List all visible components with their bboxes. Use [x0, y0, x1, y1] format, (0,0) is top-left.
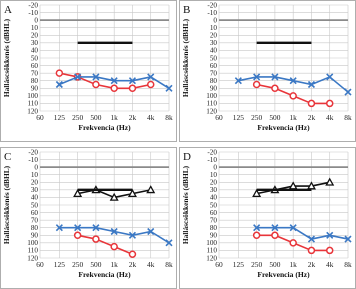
data-point-circle	[111, 85, 117, 91]
x-tick-label: 60	[36, 113, 44, 122]
y-tick-label: 50	[30, 54, 38, 63]
data-point-circle	[327, 100, 333, 106]
y-tick-label: -10	[207, 155, 217, 164]
x-tick-label: 4k	[326, 260, 334, 269]
y-tick-label: 20	[209, 178, 217, 187]
data-point-circle	[129, 251, 135, 257]
y-tick-label: 120	[206, 107, 217, 116]
y-tick-label: 90	[209, 231, 217, 240]
x-tick-label: 500	[90, 113, 102, 122]
y-axis-title: Halláscsökkenés (dBHL)	[181, 165, 190, 245]
y-tick-label: 90	[30, 231, 38, 240]
x-tick-label: 2k	[128, 260, 137, 269]
x-axis-title: Frekvencia (Hz)	[78, 270, 131, 279]
x-tick-label: 250	[72, 260, 84, 269]
y-tick-label: -10	[28, 8, 38, 17]
data-point-circle	[327, 247, 333, 253]
y-tick-label: -20	[28, 148, 38, 157]
y-tick-label: -10	[207, 8, 217, 17]
x-tick-label: 500	[90, 260, 102, 269]
data-point-circle	[272, 85, 278, 91]
data-point-circle	[290, 93, 296, 99]
data-point-circle	[93, 236, 99, 242]
x-tick-label: 250	[251, 113, 263, 122]
y-tick-label: 50	[209, 54, 217, 63]
y-tick-label: 0	[213, 163, 217, 172]
y-tick-label: 60	[30, 61, 38, 70]
y-tick-label: 80	[30, 224, 38, 233]
y-tick-label: 40	[30, 193, 38, 202]
y-tick-label: 110	[206, 99, 217, 108]
y-tick-label: 110	[27, 246, 38, 255]
panel-letter: A	[4, 4, 12, 16]
y-tick-label: 120	[206, 254, 217, 263]
x-tick-label: 1k	[289, 260, 297, 269]
y-tick-label: 30	[209, 186, 217, 195]
panel-a	[1, 1, 177, 142]
x-tick-label: 125	[53, 113, 65, 122]
y-tick-label: 110	[27, 99, 38, 108]
x-tick-label: 500	[269, 113, 281, 122]
y-tick-label: 40	[30, 46, 38, 55]
y-tick-label: 30	[209, 39, 217, 48]
x-tick-label: 1k	[110, 113, 118, 122]
y-tick-label: -20	[207, 148, 217, 157]
y-tick-label: 20	[209, 31, 217, 40]
y-tick-label: 100	[206, 239, 217, 248]
y-tick-label: 70	[30, 216, 38, 225]
data-point-circle	[56, 70, 62, 76]
y-tick-label: 20	[30, 31, 38, 40]
data-point-circle	[75, 232, 81, 238]
y-axis-title: Halláscsökkenés (dBHL)	[181, 18, 190, 98]
x-tick-label: 125	[232, 113, 244, 122]
y-tick-label: 0	[213, 16, 217, 25]
x-tick-label: 8k	[344, 260, 352, 269]
x-tick-label: 4k	[147, 260, 155, 269]
data-point-circle	[129, 85, 135, 91]
x-tick-label: 2k	[128, 113, 137, 122]
data-point-circle	[290, 240, 296, 246]
y-tick-label: 10	[209, 24, 217, 33]
x-tick-label: 1k	[289, 113, 297, 122]
data-point-circle	[254, 232, 260, 238]
y-tick-label: 90	[209, 84, 217, 93]
x-axis-title: Frekvencia (Hz)	[257, 123, 310, 132]
x-tick-label: 4k	[147, 113, 155, 122]
y-axis-title: Halláscsökkenés (dBHL)	[2, 18, 11, 98]
y-tick-label: 120	[27, 107, 38, 116]
y-tick-label: 60	[209, 61, 217, 70]
y-axis-title: Halláscsökkenés (dBHL)	[2, 165, 11, 245]
x-tick-label: 1k	[110, 260, 118, 269]
y-tick-label: 100	[27, 92, 38, 101]
x-tick-label: 250	[251, 260, 263, 269]
panel-letter: C	[4, 151, 12, 163]
y-tick-label: 30	[30, 186, 38, 195]
x-tick-label: 250	[72, 113, 84, 122]
y-tick-label: 90	[30, 84, 38, 93]
panel-b	[180, 1, 356, 142]
x-tick-label: 2k	[307, 113, 316, 122]
x-tick-label: 60	[36, 260, 44, 269]
y-tick-label: 20	[30, 178, 38, 187]
y-tick-label: 30	[30, 39, 38, 48]
y-tick-label: 10	[30, 24, 38, 33]
x-tick-label: 60	[215, 260, 223, 269]
x-tick-label: 8k	[165, 113, 173, 122]
y-tick-label: 50	[209, 201, 217, 210]
data-point-circle	[111, 244, 117, 250]
x-tick-label: 2k	[307, 260, 316, 269]
x-tick-label: 500	[269, 260, 281, 269]
panel-letter: B	[183, 4, 191, 16]
y-tick-label: 0	[34, 16, 38, 25]
y-tick-label: -20	[207, 1, 217, 10]
y-tick-label: 80	[30, 77, 38, 86]
x-axis-title: Frekvencia (Hz)	[257, 270, 310, 279]
x-tick-label: 4k	[326, 113, 334, 122]
y-tick-label: 10	[209, 171, 217, 180]
x-tick-label: 125	[232, 260, 244, 269]
y-tick-label: 110	[206, 246, 217, 255]
y-tick-label: 0	[34, 163, 38, 172]
data-point-circle	[308, 247, 314, 253]
x-tick-label: 8k	[344, 113, 352, 122]
data-point-circle	[308, 100, 314, 106]
y-tick-label: 50	[30, 201, 38, 210]
y-tick-label: 80	[209, 224, 217, 233]
x-tick-label: 125	[53, 260, 65, 269]
y-tick-label: 100	[27, 239, 38, 248]
y-tick-label: 80	[209, 77, 217, 86]
y-tick-label: 70	[209, 69, 217, 78]
x-tick-label: 8k	[165, 260, 173, 269]
y-tick-label: 100	[206, 92, 217, 101]
x-tick-label: 60	[215, 113, 223, 122]
panel-c	[1, 148, 177, 289]
data-point-circle	[148, 82, 154, 88]
panel-d	[180, 148, 356, 289]
data-point-circle	[272, 232, 278, 238]
data-point-circle	[93, 82, 99, 88]
y-tick-label: -10	[28, 155, 38, 164]
y-tick-label: 120	[27, 254, 38, 263]
y-tick-label: 70	[30, 69, 38, 78]
data-point-circle	[254, 82, 260, 88]
y-tick-label: 60	[30, 208, 38, 217]
y-tick-label: 10	[30, 171, 38, 180]
x-axis-title: Frekvencia (Hz)	[78, 123, 131, 132]
panel-letter: D	[183, 151, 191, 163]
y-tick-label: 60	[209, 208, 217, 217]
y-tick-label: 40	[209, 193, 217, 202]
y-tick-label: -20	[28, 1, 38, 10]
y-tick-label: 40	[209, 46, 217, 55]
y-tick-label: 70	[209, 216, 217, 225]
